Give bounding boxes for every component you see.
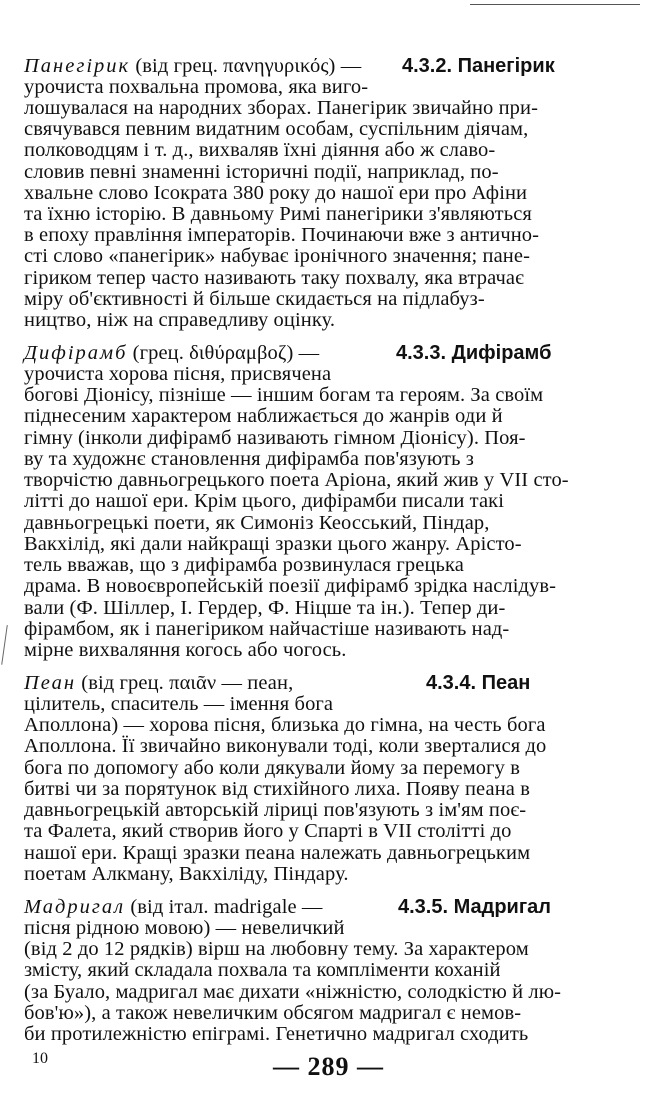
term: Мадригал [24,896,126,918]
body-line: вали (Ф. Шіллер, І. Гердер, Ф. Ніцше та ін.). Тепер ди- [24,597,506,619]
first-line [24,343,319,364]
body-line: давньогрецькій авторській ліриці пов'язують з ім'ям поє- [24,799,527,821]
body-line: пісня рідною мовою) — невеличкий [24,917,345,939]
body-line: ву та художнє становлення дифірамба пов'язують з [24,448,474,470]
term-origin: (від італ. madrigale — [125,896,323,918]
body-line: свячувався певним видатним особам, суспільним діячам, [24,118,529,140]
body-line: словив певні знаменні історичні події, наприклад, по- [24,161,499,183]
body-line: бога по допомогу або коли дякували йому за перемогу в [24,757,520,779]
body-line: Вакхілід, які дали найкращі зразки цього жанру. Арісто- [24,533,522,555]
section-heading: 4.3.5. Мадригал [398,896,551,918]
body-line: тель вважав, що з дифірамба розвинулася грецька [24,554,464,576]
body-line: змісту, який складала похвала та компліменти коханій [24,959,501,981]
section-heading: 4.3.2. Панегірик [402,55,555,77]
body-line: гімну (інколи дифірамб називають гімном Діонісу). Поя- [24,427,526,449]
body-line: літті до нашої ери. Крім цього, дифірамби писали такі [24,490,505,512]
term-origin: (від грец. παιᾶν — пеан, [76,672,294,694]
term-origin: (від грец. πανηγυρικός) — [130,55,362,77]
term: Панегірик [24,55,131,77]
body-line: хвальне слово Ісократа 380 року до нашої ери про Афіни [24,182,528,204]
signature-mark: 10 [32,1050,48,1067]
body-line: драма. В новоєвропейській поезії дифірамб зрідка наслідув- [24,575,557,597]
term-origin: (грец. διθύραμβοζ) — [127,342,320,364]
body-line: та їхню історію. В давньому Римі панегірики з'являються [24,203,532,225]
body-line: би протилежністю епіграмі. Генетично мадригал сходить [24,1023,529,1045]
body-line: нашої ери. Кращі зразки пеана належать давньогрецьким [24,842,531,864]
body-line: цілитель, спаситель — імення бога [24,693,334,715]
body-line: в епоху правління імператорів. Починаючи вже з антично- [24,224,540,246]
body-line: гіриком тепер часто називають таку похвалу, яка втрачає [24,267,524,289]
term: Дифірамб [24,342,128,364]
term: Пеан [24,672,77,694]
body-line: урочиста хорова пісня, присвячена [24,363,332,385]
top-rule [470,4,640,5]
body-line: давньогрецькі поети, як Симоніз Кеосський, Піндар, [24,512,490,534]
page-number: — 289 — [273,1052,384,1081]
body-line: творчістю давньогрецького поета Аріона, який жив у VII сто- [24,469,569,491]
body-line: битві чи за порятунок від стихійного лиха. Появу пеана в [24,778,530,800]
body-line: бов'ю»), а також невеличким обсягом мадригал є немов- [24,1002,522,1024]
first-line [24,56,361,77]
body-line: Аполлона. Її звичайно виконували тоді, коли зверталися до [24,735,547,757]
section-heading: 4.3.4. Пеан [426,672,531,694]
body-line: піднесеним характером наближається до жанрів оди й [24,405,503,427]
body-line: та Фалета, який створив його у Спарті в VII столітті до [24,820,512,842]
body-line: мірне вихваляння когось або чогось. [24,639,347,661]
section-heading: 4.3.3. Дифірамб [396,342,552,364]
body-line: фірамбом, як і панегіриком найчастіше називають над- [24,618,510,640]
body-line: (від 2 до 12 рядків) вірш на любовну тему. За характером [24,938,529,960]
margin-pencil-mark [1,625,10,665]
body-line: урочиста похвальна промова, яка виго- [24,76,369,98]
body-line: поетам Алкману, Вакхіліду, Піндару. [24,863,349,885]
body-line: лошувалася на народних зборах. Панегірик звичайно при- [24,97,539,119]
body-line: Аполлона) — хорова пісня, близька до гімна, на честь бога [24,714,546,736]
first-line [24,673,293,694]
body-line: полководцям і т. д., вихваляв їхні діяння або ж славо- [24,139,496,161]
body-line: міру об'єктивності й більше скидається на підлабуз- [24,288,485,310]
first-line [24,897,323,918]
body-line: (за Буало, мадригал має дихати «ніжністю, солодкістю й лю- [24,981,562,1003]
body-line: ництво, ніж на справедливу оцінку. [24,309,336,331]
body-line: богові Діонісу, пізніше — іншим богам та героям. За своїм [24,384,544,406]
body-line: сті слово «панегірик» набуває іронічного значення; пане- [24,245,530,267]
